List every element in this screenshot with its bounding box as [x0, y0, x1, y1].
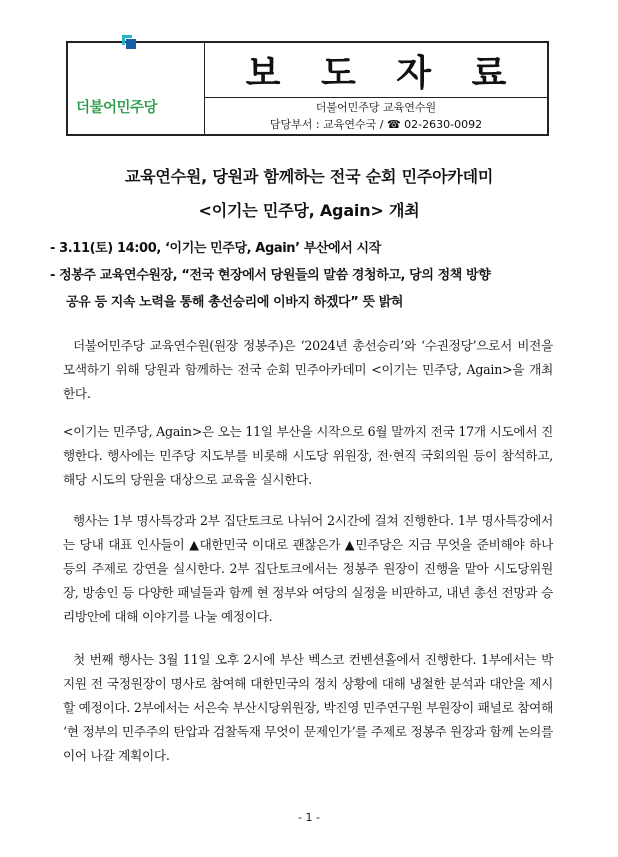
body-paragraph-2: <이기는 민주당, Again>은 오는 11일 부산을 시작으로 6월 말까지 전국 17개 시도에서 진행한다. 행사에는 민주당 지도부를 비롯해 시도당 위원장, 전·현직 국회의원 등이 참석하고, 해당 시도의 당원을 대상으로 교육을 실시한다.: [63, 424, 553, 487]
contact-dept: 담당부서 : 교육연수국: [269, 118, 377, 131]
page-number: - 1 -: [298, 811, 320, 824]
body-paragraph-3: 행사는 1부 명사특강과 2부 집단토크로 나뉘어 2시간에 걸쳐 진행한다. 1부 명사특강에서는 당내 대표 인사들이 ▲대한민국 이대로 괜찮은가 ▲민주당은 지금 무엇을 준비해야 하나 등의 주제로 강연을 실시한다. 2부 집단토크에서는 정봉주 원장이 진행을 맡아 시도당위원장, 방송인 등 다양한 패널들과 함께 현 정부와 여당의 실정을 비판하고, 내년 총선 전망과 승리방안에 대해 이야기를 나눌 예정이다.: [63, 513, 553, 624]
header-table: [66, 41, 549, 136]
document-title: 보 도 자 료: [245, 51, 521, 94]
logo-cell: [68, 43, 205, 134]
headline-line-2: <이기는 민주당, Again> 개최: [198, 201, 420, 220]
title-cell: [205, 43, 547, 98]
contact-line: 담당부서 : 교육연수국 / ☎ 02-2630-0092: [269, 118, 483, 131]
contact-phone: ☎ 02-2630-0092: [386, 118, 483, 131]
subheading-bullet-2: - 정봉주 교육연수원장, “전국 현장에서 당원들의 말씀 경청하고, 당의 정책 방향: [50, 268, 491, 283]
body-paragraph-1: 더불어민주당 교육연수원(원장 정봉주)은 ‘2024년 총선승리’와 ‘수권정당’으로서 비전을 모색하기 위해 당원과 함께하는 전국 순회 민주아카데미 <이기는 민주당, Again>을 개최한다.: [63, 338, 553, 401]
subheading-bullet-2-continued: 공유 등 지속 노력을 통해 총선승리에 이바지 하겠다” 뜻 밝혀: [66, 295, 404, 310]
subheading-bullet-1: - 3.11(토) 14:00, ‘이기는 민주당, Again’ 부산에서 시작: [50, 241, 381, 256]
org-name: 더불어민주당 교육연수원: [315, 101, 437, 114]
party-logo-icon: [118, 31, 140, 53]
body-paragraph-4: 첫 번째 행사는 3월 11일 오후 2시에 부산 벡스코 컨벤션홀에서 진행한다. 1부에서는 박지원 전 국정원장이 명사로 참여해 대한민국의 정치 상황에 대해 냉철한 분석과 대안을 제시할 예정이다. 2부에서는 서은숙 부산시당위원장, 박진영 민주연구원 부원장이 패널로 참여해 ‘현 정부의 민주주의 탄압과 검찰독재 무엇이 문제인가’를 주제로 정봉주 원장과 함께 논의를 이어 나갈 계획이다.: [63, 652, 553, 763]
headline-line-1: 교육연수원, 당원과 함께하는 전국 순회 민주아카데미: [124, 167, 494, 186]
party-logo-text: 더불어민주당: [76, 100, 158, 116]
info-cell: [205, 98, 547, 134]
